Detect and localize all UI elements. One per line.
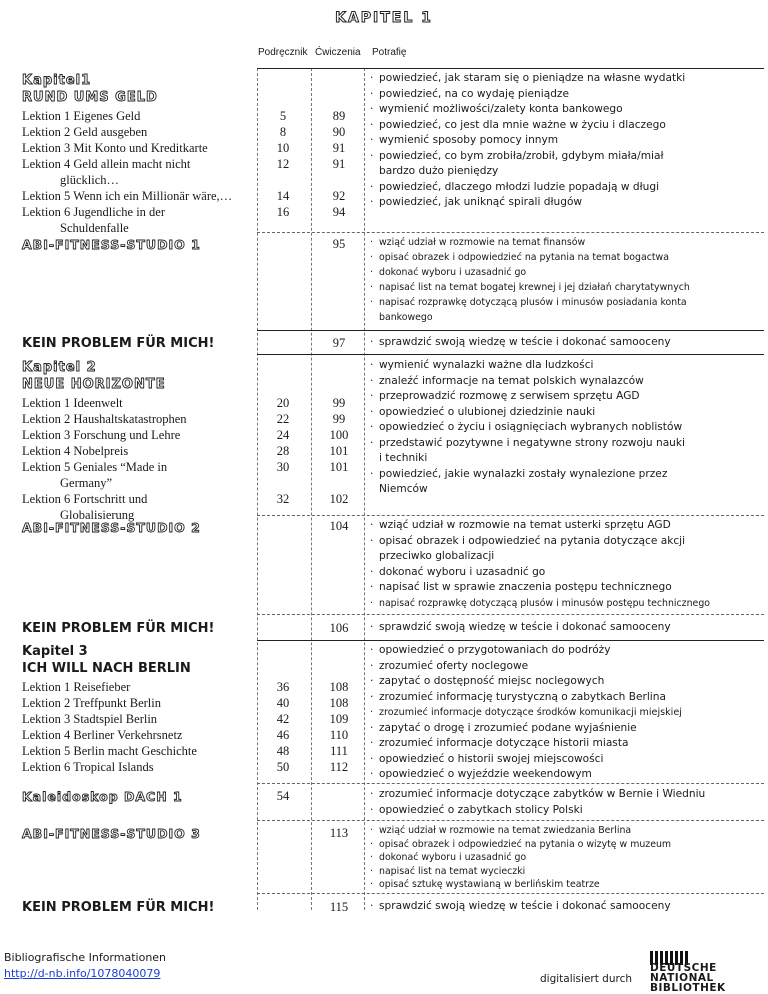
- kein-problem-1-goals: [368, 335, 753, 351]
- goal-item: · przeprowadzić rozmowę z serwisem sprzętu AGD: [368, 389, 753, 405]
- lesson-item: Lektion 4 Berliner Verkehrsnetz: [22, 728, 183, 742]
- goal-item: · opowiedzieć o historii swojej miejscowości: [368, 752, 753, 768]
- page-title: KAPITEL 1: [335, 10, 433, 26]
- logo-line: NATIONAL: [650, 972, 714, 984]
- lesson-item: Globalisierung: [60, 508, 135, 522]
- cwiczenia-pages: [318, 395, 360, 507]
- abi-2-goals: [368, 518, 753, 611]
- page-number: 101: [329, 460, 349, 474]
- page-number: 54: [276, 789, 290, 803]
- page-number: 28: [276, 444, 290, 458]
- goal-item: · powiedzieć, co jest dla mnie ważne w życiu i dlaczego: [368, 118, 753, 134]
- row-divider: [257, 354, 764, 355]
- lesson-item: glücklich…: [60, 173, 120, 187]
- lesson-item: Lektion 4 Geld allein macht nicht: [22, 157, 191, 171]
- column-header-potrafie: Potrafię: [372, 47, 407, 58]
- page-number: 104: [329, 519, 349, 533]
- page-number: 42: [276, 712, 290, 726]
- page-number: 108: [329, 680, 349, 694]
- page-number: 97: [332, 336, 346, 350]
- goal-item: · napisać list na temat bogatej krewnej i jej działań charytatywnych: [368, 280, 753, 295]
- goal-item: · sprawdzić swoją wiedzę w teście i dokonać samooceny: [368, 335, 753, 351]
- podrecznik-pages: [262, 395, 304, 507]
- page-number: 109: [329, 712, 349, 726]
- page-number: 110: [329, 728, 349, 742]
- goal-item: bankowego: [379, 312, 433, 323]
- cwiczenia-pages: [318, 679, 360, 775]
- page-number: 99: [332, 412, 346, 426]
- lesson-item: Lektion 6 Tropical Islands: [22, 760, 154, 774]
- goal-item: · opisać obrazek i odpowiedzieć na pytania o wizytę w muzeum: [368, 838, 753, 852]
- chapter-3-goals: [368, 643, 753, 783]
- goal-item: bardzo dużo pieniędzy: [379, 165, 499, 177]
- lesson-item: Lektion 3 Mit Konto und Kreditkarte: [22, 141, 208, 155]
- lesson-item: Germany”: [60, 476, 113, 490]
- chapter-2-goals: [368, 358, 753, 498]
- kaleidoskop-title: Kaleidoskop DACH 1: [22, 789, 183, 804]
- column-header-podrecznik: Podręcznik: [258, 47, 308, 58]
- goal-item: · opowiedzieć o przygotowaniach do podróży: [368, 643, 753, 659]
- chapter-3-subtitle: ICH WILL NACH BERLIN: [22, 661, 191, 676]
- page-number: 111: [330, 744, 348, 758]
- goal-item: · zrozumieć informacje dotyczące historii miasta: [368, 736, 753, 752]
- lesson-item: Lektion 1 Eigenes Geld: [22, 109, 141, 123]
- row-divider: [257, 614, 764, 615]
- goal-item: · wymienić wynalazki ważne dla ludzkości: [368, 358, 753, 374]
- lesson-item: Lektion 6 Fortschritt und: [22, 492, 148, 506]
- page-number: 32: [276, 492, 290, 506]
- chapter-3-title: Kapitel 3: [22, 644, 88, 659]
- row-divider: [257, 640, 764, 641]
- lesson-item: Lektion 2 Treffpunkt Berlin: [22, 696, 162, 710]
- dnb-link[interactable]: http://d-nb.info/1078040079: [4, 967, 161, 980]
- goal-item: · opowiedzieć o życiu i osiągnięciach wybranych noblistów: [368, 420, 753, 436]
- page-number: 14: [276, 189, 290, 203]
- goal-item: · wziąć udział w rozmowie na temat zwiedzania Berlina: [368, 824, 753, 838]
- kein-problem-3-title: KEIN PROBLEM FÜR MICH!: [22, 900, 215, 915]
- digitized-by-label: digitalisiert durch: [540, 973, 633, 985]
- cwiczenia-pages: [318, 108, 360, 220]
- goal-item: · dokonać wyboru i uzasadnić go: [368, 265, 753, 280]
- lesson-item: Lektion 3 Stadtspiel Berlin: [22, 712, 158, 726]
- kein-problem-1-title: KEIN PROBLEM FÜR MICH!: [22, 336, 215, 351]
- goal-item: · opowiedzieć o wyjeździe weekendowym: [368, 767, 753, 783]
- abi-3-goals: [368, 824, 753, 892]
- podrecznik-pages: [262, 679, 304, 775]
- page-number: 5: [279, 109, 287, 123]
- row-divider: [257, 893, 764, 894]
- page-number: 24: [276, 428, 290, 442]
- chapter-1-title: Kapitel1: [22, 73, 92, 88]
- page-number: 101: [329, 444, 349, 458]
- page-number: 102: [329, 492, 349, 506]
- page-number: 90: [332, 125, 346, 139]
- row-divider: [257, 68, 764, 69]
- page-number: 108: [329, 696, 349, 710]
- goal-item: · zapytać o dostępność miejsc noclegowych: [368, 674, 753, 690]
- logo-line: DEUTSCHE: [650, 962, 717, 974]
- chapter-1: [22, 72, 262, 236]
- page-number: 16: [276, 205, 290, 219]
- page-number: 22: [276, 412, 290, 426]
- goal-item: i techniki: [379, 452, 428, 464]
- goal-item: · zrozumieć informację turystyczną o zabytkach Berlina: [368, 690, 753, 706]
- lesson-item: Lektion 6 Jugendliche in der: [22, 205, 166, 219]
- goal-item: · znaleźć informacje na temat polskich wynalazców: [368, 374, 753, 390]
- goal-item: · zapytać o drogę i zrozumieć podane wyjaśnienie: [368, 721, 753, 737]
- abi-2-title: ABI-FITNESS-STUDIO 2: [22, 520, 201, 535]
- goal-item: · opowiedzieć o ulubionej dziedzinie nauki: [368, 405, 753, 421]
- lesson-item: Lektion 5 Berlin macht Geschichte: [22, 744, 197, 758]
- page-number: 8: [279, 125, 287, 139]
- row-divider: [257, 515, 764, 516]
- goal-item: · napisać list w sprawie znaczenia postępu technicznego: [368, 580, 753, 596]
- goal-item: przeciwko globalizacji: [379, 550, 495, 562]
- goal-item: · opisać obrazek i odpowiedzieć na pytania dotyczące akcji: [368, 534, 753, 550]
- lesson-item: Lektion 2 Geld ausgeben: [22, 125, 148, 139]
- goal-item: · wymienić możliwości/zalety konta bankowego: [368, 102, 753, 118]
- goal-item: Niemców: [379, 483, 428, 495]
- goal-item: · zrozumieć oferty noclegowe: [368, 659, 753, 675]
- goal-item: · powiedzieć, jak staram się o pieniądze na własne wydatki: [368, 71, 753, 87]
- goal-item: · sprawdzić swoją wiedzę w teście i dokonać samooceny: [368, 620, 753, 636]
- page-number: 89: [332, 109, 346, 123]
- page-number: 10: [276, 141, 290, 155]
- podrecznik-pages: [262, 108, 304, 220]
- abi-1-title: ABI-FITNESS-STUDIO 1: [22, 237, 201, 252]
- goal-item: · powiedzieć, jakie wynalazki zostały wynalezione przez: [368, 467, 753, 483]
- page-number: 113: [329, 826, 349, 840]
- page-number: 92: [332, 189, 346, 203]
- goal-item: · dokonać wyboru i uzasadnić go: [368, 565, 753, 581]
- goal-item: · wziąć udział w rozmowie na temat finansów: [368, 235, 753, 250]
- page-number: 91: [332, 157, 346, 171]
- column-header-cwiczenia: Ćwiczenia: [315, 47, 361, 58]
- goal-item: · sprawdzić swoją wiedzę w teście i dokonać samooceny: [368, 899, 753, 915]
- page-number: 112: [329, 760, 349, 774]
- page-number: 95: [332, 237, 346, 251]
- goal-item: · powiedzieć, na co wydaję pieniądze: [368, 87, 753, 103]
- kein-problem-2-title: KEIN PROBLEM FÜR MICH!: [22, 621, 215, 636]
- lesson-item: Schuldenfalle: [60, 221, 129, 235]
- goal-item: · napisać rozprawkę dotyczącą plusów i minusów postępu technicznego: [368, 596, 753, 612]
- goal-item: · opisać sztukę wystawianą w berlińskim teatrze: [368, 878, 753, 892]
- goal-item: · powiedzieć, co bym zrobiła/zrobił, gdybym miała/miał: [368, 149, 753, 165]
- row-divider: [257, 820, 764, 821]
- lesson-item: Lektion 2 Haushaltskatastrophen: [22, 412, 187, 426]
- abi-1-goals: [368, 235, 753, 325]
- chapter-2-title: Kapitel 2: [22, 360, 97, 375]
- kein-problem-3-goals: [368, 899, 753, 915]
- goal-item: · zrozumieć informacje dotyczące środków komunikacji miejskiej: [368, 705, 753, 721]
- goal-item: · opisać obrazek i odpowiedzieć na pytania na temat bogactwa: [368, 250, 753, 265]
- lesson-item: Lektion 3 Forschung und Lehre: [22, 428, 181, 442]
- page-number: 106: [329, 621, 349, 635]
- chapter-3: [22, 643, 262, 775]
- lesson-item: Lektion 1 Ideenwelt: [22, 396, 123, 410]
- goal-item: · zrozumieć informacje dotyczące zabytków w Bernie i Wiedniu: [368, 787, 753, 803]
- page-number: 99: [332, 396, 346, 410]
- kaleidoskop-goals: [368, 787, 753, 818]
- row-divider: [257, 232, 764, 233]
- chapter-1-goals: [368, 71, 753, 211]
- lesson-item: Lektion 5 Wenn ich ein Millionär wäre,…: [22, 189, 233, 203]
- goal-item: · napisać rozprawkę dotyczącą plusów i minusów posiadania konta: [368, 295, 753, 310]
- lesson-item: Lektion 4 Nobelpreis: [22, 444, 129, 458]
- page-number: 30: [276, 460, 290, 474]
- page-number: 40: [276, 696, 290, 710]
- goal-item: · napisać list na temat wycieczki: [368, 865, 753, 879]
- kein-problem-2-goals: [368, 620, 753, 636]
- lesson-item: Lektion 1 Reisefieber: [22, 680, 131, 694]
- goal-item: · opowiedzieć o zabytkach stolicy Polski: [368, 803, 753, 819]
- lesson-item: Lektion 5 Geniales “Made in: [22, 460, 168, 474]
- goal-item: · przedstawić pozytywne i negatywne strony rozwoju nauki: [368, 436, 753, 452]
- logo-line: BIBLIOTHEK: [650, 982, 726, 994]
- dnb-credit: [540, 951, 760, 994]
- abi-3-title: ABI-FITNESS-STUDIO 3: [22, 826, 201, 841]
- page-number: 36: [276, 680, 290, 694]
- chapter-2: [22, 359, 262, 523]
- page-number: 115: [329, 900, 349, 914]
- page-number: 91: [332, 141, 346, 155]
- goal-item: · dokonać wyboru i uzasadnić go: [368, 851, 753, 865]
- chapter-2-subtitle: NEUE HORIZONTE: [22, 377, 166, 392]
- dnb-logo-text: [650, 963, 726, 993]
- goal-item: · powiedzieć, jak uniknąć spirali długów: [368, 195, 753, 211]
- page-number: 94: [332, 205, 346, 219]
- footer-bibliography: [4, 950, 166, 982]
- bibliography-label: Bibliografische Informationen: [4, 951, 167, 964]
- page-number: 46: [276, 728, 290, 742]
- row-divider: [257, 783, 764, 784]
- goal-item: · wymienić sposoby pomocy innym: [368, 133, 753, 149]
- goal-item: · powiedzieć, dlaczego młodzi ludzie popadają w długi: [368, 180, 753, 196]
- chapter-1-subtitle: RUND UMS GELD: [22, 90, 158, 105]
- goal-item: · wziąć udział w rozmowie na temat usterki sprzętu AGD: [368, 518, 753, 534]
- page-number: 12: [276, 157, 290, 171]
- row-divider: [257, 330, 764, 331]
- page-number: 20: [276, 396, 290, 410]
- page-number: 48: [276, 744, 290, 758]
- page-number: 100: [329, 428, 349, 442]
- page-number: 50: [276, 760, 290, 774]
